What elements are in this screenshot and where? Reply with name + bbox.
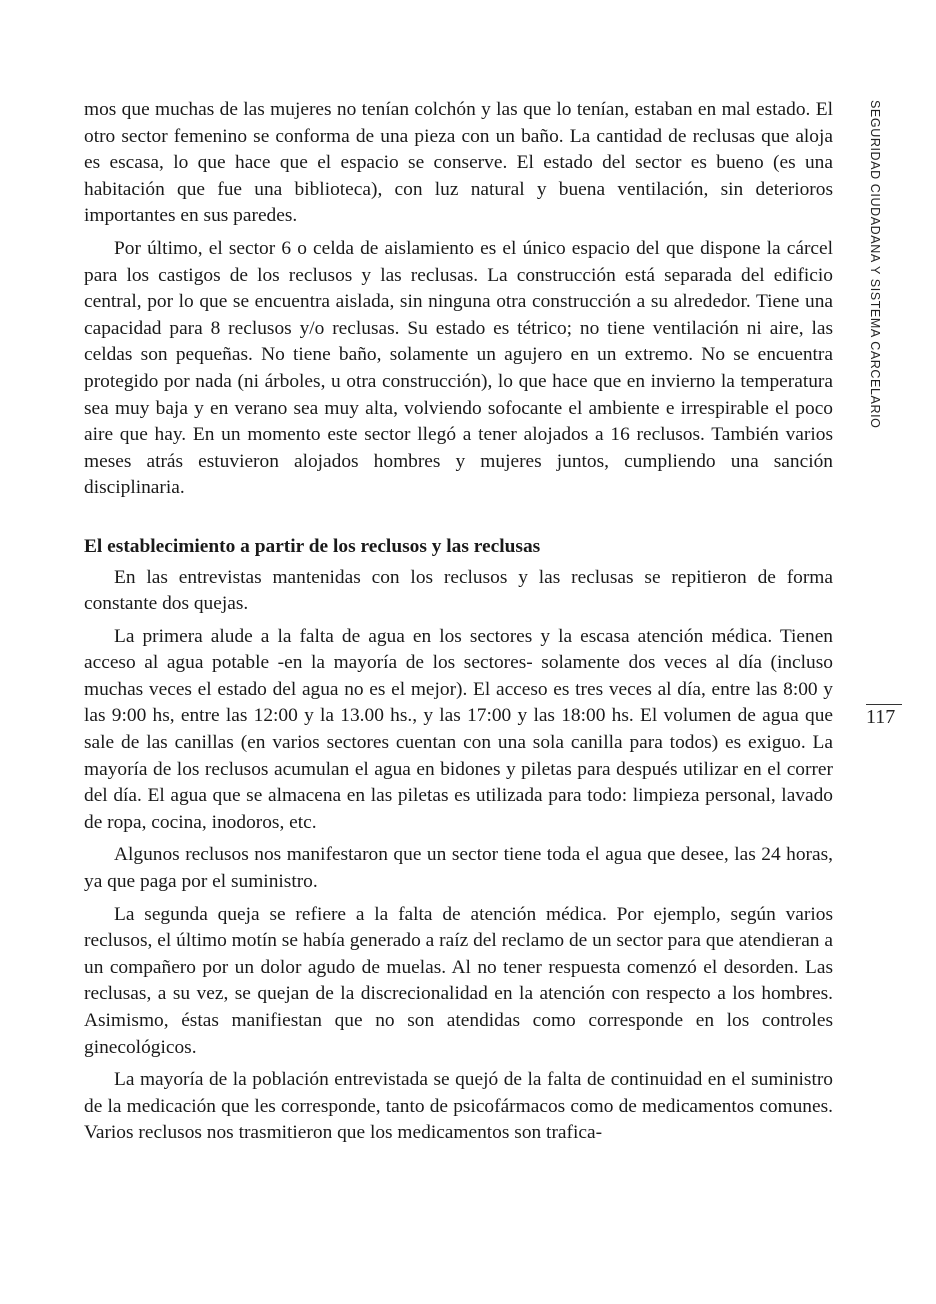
running-head: SEGURIDAD CIUDADANA Y SISTEMA CARCELARIO — [868, 100, 882, 429]
section-heading: El establecimiento a partir de los reclusos y las reclusas — [84, 535, 541, 557]
page-number: 117 — [866, 706, 896, 728]
body-text — [84, 97, 833, 1153]
page-number-rule — [866, 704, 902, 705]
paragraph: Algunos reclusos nos manifestaron que un sector tiene toda el agua que desee, las 24 horas, ya que paga por el suministro. — [84, 844, 833, 893]
paragraph: La mayoría de la población entrevistada se quejó de la falta de continuidad en el suministro de la medicación que les corresponde, tanto de psicofármacos como de medicamentos comunes. Varios reclusos nos trasmitieron que los medicamentos son trafica- — [84, 1069, 833, 1144]
paragraph: En las entrevistas mantenidas con los reclusos y las reclusas se repitieron de forma constante dos quejas. — [84, 566, 833, 615]
paragraph: La segunda queja se refiere a la falta de atención médica. Por ejemplo, según varios reclusos, el último motín se había generado a raíz del reclamo de un sector para que atendieran a un compañero por un dolor agudo de muelas. Al no tener respuesta comenzó el desorden. Las reclusas, a su vez, se quejan de la discrecionalidad en la atención con respecto a los hombres. Asimismo, éstas manifiestan que no son atendidas como corresponde en los controles ginecológicos. — [84, 903, 833, 1058]
paragraph: mos que muchas de las mujeres no tenían colchón y las que lo tenían, estaban en mal estado. El otro sector femenino se conforma de una pieza con un baño. La cantidad de reclusas que aloja es escasa, lo que hace que el espacio se conserve. El estado del sector es bueno (es una habitación que fue una biblioteca), con luz natural y buena ventilación, sin deterioros importantes en sus paredes. — [84, 99, 833, 227]
paragraph: La primera alude a la falta de agua en los sectores y la escasa atención médica. Tienen acceso al agua potable -en la mayoría de los sectores- solamente dos veces al día (incluso muchas veces el estado del agua no es el mejor). El acceso es tres veces al día, entre las 8:00 y las 9:00 hs, entre las 12:00 y la 13.00 hs., y las 17:00 y las 18:00 hs. El volumen de agua que sale de las canillas (en varios sectores cuentan con una sola canilla para todos) es exiguo. La mayoría de los reclusos acumulan el agua en bidones y piletas para después utilizar en el correr del día. El agua que se almacena en las piletas es utilizada para todo: limpieza personal, lavado de ropa, cocina, inodoros, etc. — [84, 625, 833, 833]
paragraph: Por último, el sector 6 o celda de aislamiento es el único espacio del que dispone la cárcel para los castigos de los reclusos y las reclusas. La construcción está separada del edificio central, por lo que se encuentra aislada, sin ninguna otra construcción a su alrededor. Tiene una capacidad para 8 reclusos y/o reclusas. Su estado es tétrico; no tiene ventilación ni aire, las celdas son pequeñas. No tiene baño, solamente un agujero en un extremo. No se encuentra protegido por nada (ni árboles, u otra construcción), lo que hace que en invierno la temperatura sea muy baja y en verano sea muy alta, volviendo sofocante el ambiente e irrespirable el poco aire que hay. En un momento este sector llegó a tener alojados a 16 reclusos. También varios meses atrás estuvieron alojados hombres y mujeres juntos, cumpliendo una sanción disciplinaria. — [84, 237, 833, 499]
